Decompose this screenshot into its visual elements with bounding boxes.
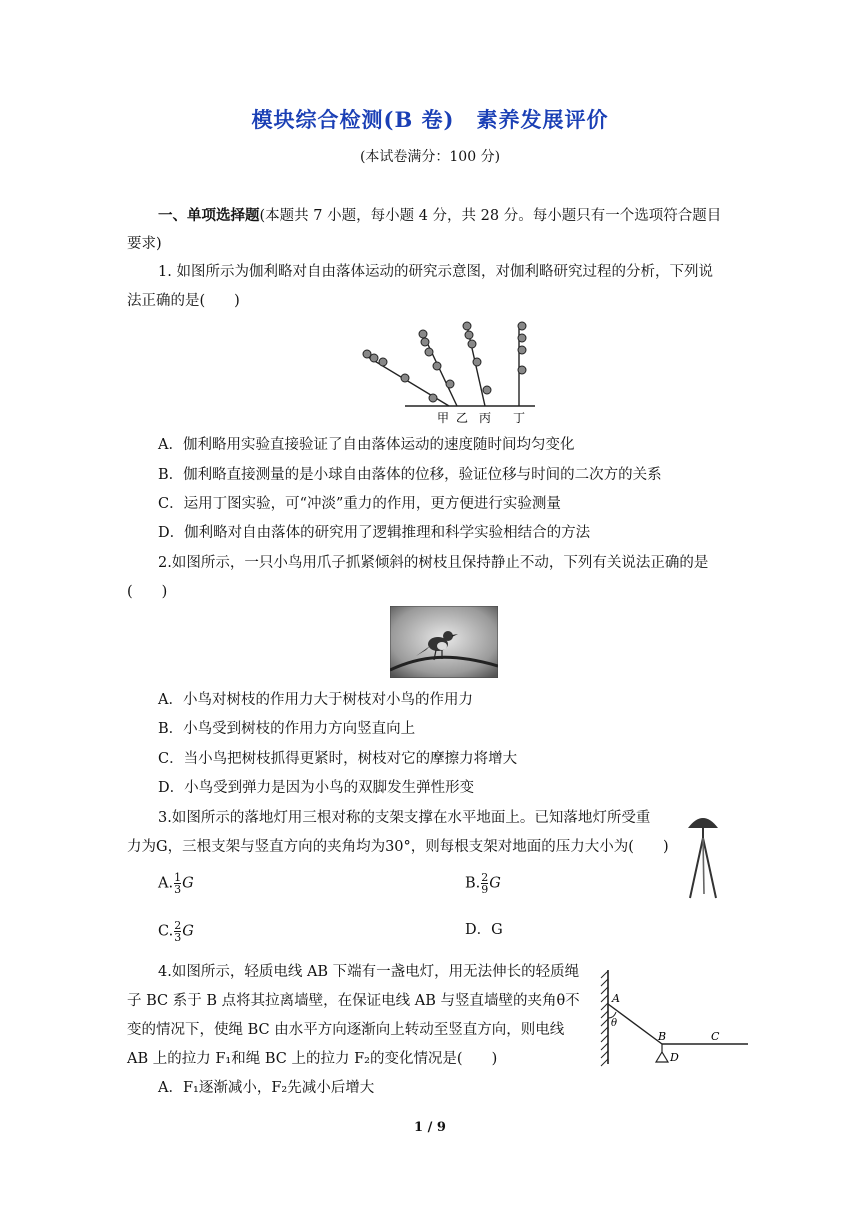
q1-stem: 1. 如图所示为伽利略对自由落体运动的研究示意图，对伽利略研究过程的分析，下列说: [158, 264, 713, 280]
wire-lamp-figure: [598, 968, 753, 1068]
q3-stem: 3.如图所示的落地灯用三根对称的支架支撑在水平地面上。已知落地灯所受重: [158, 810, 651, 826]
figure-label-bing: 丙: [479, 411, 492, 425]
bird-on-branch-photo: [390, 606, 498, 678]
fraction: $\frac{1}{3}$: [174, 871, 182, 896]
q4-stem-cont-1: 子 BC 系于 B 点将其拉离墙壁，在保证电线 AB 与竖直墙壁的夹角θ不: [127, 993, 580, 1009]
q2-option-d: D．小鸟受到弹力是因为小鸟的双脚发生弹性形变: [158, 780, 475, 796]
q3-option-a: A. $\frac{1}{3}$ G: [158, 871, 194, 896]
q4-stem-cont-3: AB 上的拉力 F₁和绳 BC 上的拉力 F₂的变化情况是( ): [127, 1051, 498, 1067]
q4-stem: 4.如图所示，轻质电线 AB 下端有一盏电灯，用无法伸长的轻质绳: [158, 964, 580, 980]
figure-label-ding: 丁: [513, 411, 526, 425]
point-label-b: B: [658, 1030, 667, 1043]
page-title: 模块综合检测(B 卷) 素养发展评价: [251, 107, 609, 132]
page-subtitle: (本试卷满分：100 分): [359, 149, 501, 165]
q3-option-b: B. $\frac{2}{9}$ G: [465, 871, 501, 896]
fraction: $\frac{2}{9}$: [481, 871, 489, 896]
floor-lamp-figure: [682, 810, 724, 902]
section-heading-row: [158, 206, 721, 226]
galileo-incline-figure: [355, 318, 540, 428]
point-label-d: D: [670, 1051, 679, 1064]
q1-option-a: A．伽利略用实验直接验证了自由落体运动的速度随时间均匀变化: [158, 437, 575, 453]
q4-option-a: A．F₁逐渐减小，F₂先减小后增大: [158, 1080, 375, 1096]
q4-stem-cont-2: 变的情况下，使绳 BC 由水平方向逐渐向上转动至竖直方向，则电线: [127, 1022, 565, 1038]
section-heading: 一、单项选择题: [158, 207, 260, 224]
section-desc-cont: 要求): [127, 236, 162, 252]
section-desc: (本题共 7 小题，每小题 4 分，共 28 分。每小题只有一个选项符合题目: [259, 208, 722, 224]
q3-option-c: C. $\frac{2}{3}$ G: [158, 919, 194, 944]
q2-stem: 2.如图所示，一只小鸟用爪子抓紧倾斜的树枝且保持静止不动，下列有关说法正确的是: [158, 555, 709, 571]
q1-option-c: C．运用丁图实验，可“冲淡”重力的作用，更方便进行实验测量: [158, 496, 561, 512]
q2-option-c: C．当小鸟把树枝抓得更紧时，树枝对它的摩擦力将增大: [158, 751, 518, 767]
q2-stem-cont: ( ): [127, 584, 168, 600]
page-number: 1 / 9: [414, 1120, 446, 1135]
q1-stem-cont: 法正确的是( ): [127, 293, 240, 309]
q1-option-b: B．伽利略直接测量的是小球自由落体的位移，验证位移与时间的二次方的关系: [158, 467, 662, 483]
fraction: $\frac{2}{3}$: [174, 919, 182, 944]
point-label-c: C: [711, 1030, 720, 1043]
figure-label-jia: 甲: [437, 411, 450, 425]
q3-stem-cont: 力为G，三根支架与竖直方向的夹角均为30°，则每根支架对地面的压力大小为( ): [127, 839, 669, 855]
figure-label-yi: 乙: [456, 411, 469, 425]
q1-option-d: D．伽利略对自由落体的研究用了逻辑推理和科学实验相结合的方法: [158, 525, 591, 541]
angle-label-theta: θ: [611, 1018, 618, 1029]
q2-option-a: A．小鸟对树枝的作用力大于树枝对小鸟的作用力: [158, 692, 473, 708]
q2-option-b: B．小鸟受到树枝的作用力方向竖直向上: [158, 721, 416, 737]
point-label-a: A: [612, 992, 620, 1005]
q3-option-d: D．G: [465, 922, 503, 938]
